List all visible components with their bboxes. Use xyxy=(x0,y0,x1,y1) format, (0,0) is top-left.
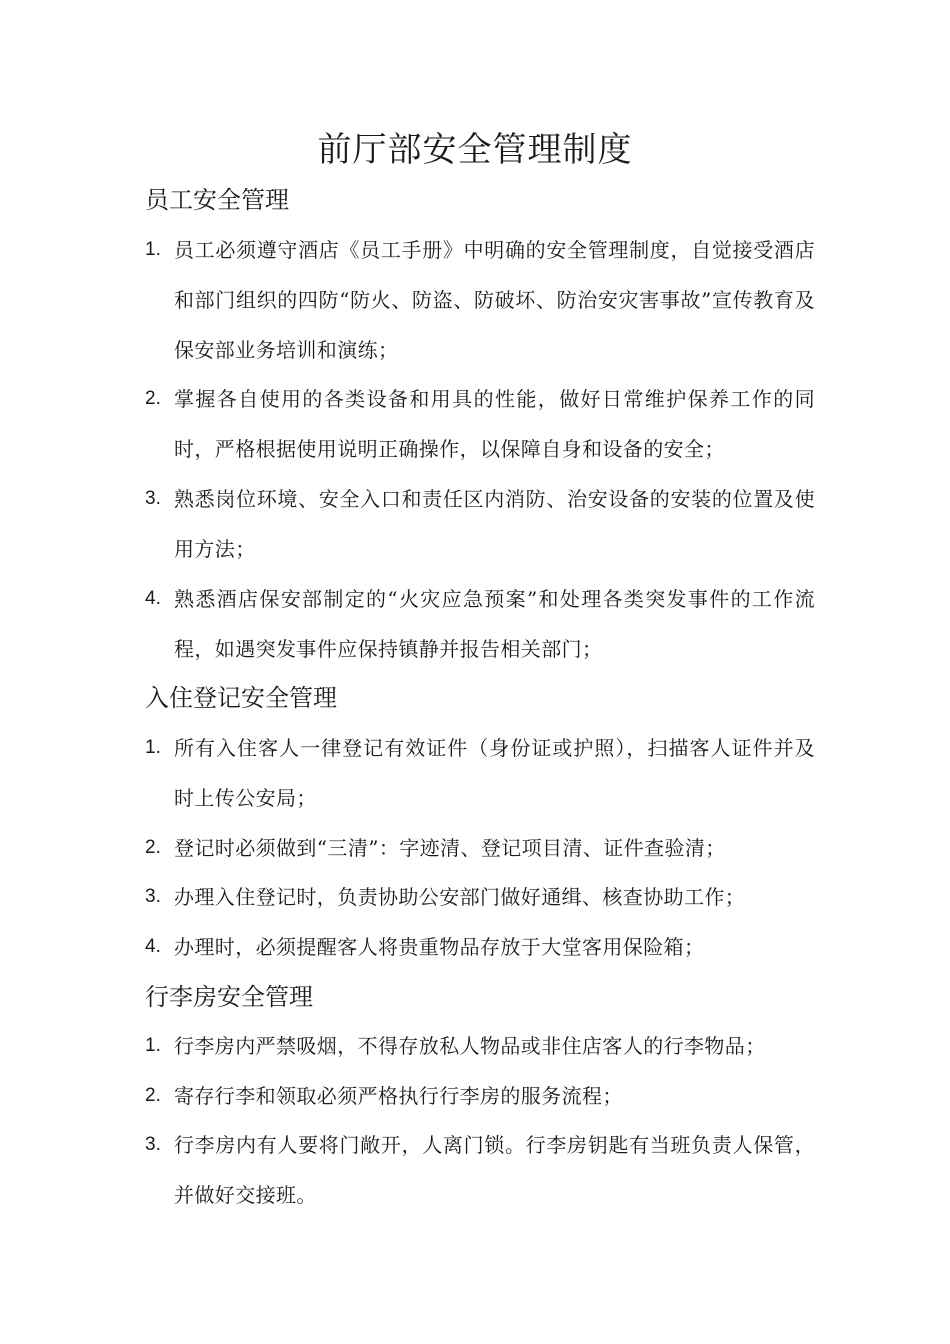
list-item xyxy=(145,723,815,823)
list-item xyxy=(145,1021,815,1071)
list-item xyxy=(145,1071,815,1121)
section-heading-staff: 员工安全管理 xyxy=(145,186,289,214)
item-text: 熟悉酒店保安部制定的“火灾应急预案”和处理各类突发事件的工作流程，如遇突发事件应保持镇静并报告相关部门； xyxy=(174,587,815,661)
item-number: 3. xyxy=(145,886,161,907)
section-heading-checkin: 入住登记安全管理 xyxy=(145,684,337,712)
item-number: 4. xyxy=(145,936,161,957)
list-item xyxy=(145,1120,815,1220)
item-number: 4. xyxy=(145,588,161,609)
item-text: 行李房内有人要将门敞开，人离门锁。行李房钥匙有当班负责人保管，并做好交接班。 xyxy=(174,1133,815,1207)
item-number: 2. xyxy=(145,388,161,409)
item-number: 2. xyxy=(145,1085,161,1106)
list-item xyxy=(145,872,815,922)
item-number: 1. xyxy=(145,239,161,260)
item-text: 所有入住客人一律登记有效证件（身份证或护照），扫描客人证件并及时上传公安局； xyxy=(174,736,815,810)
item-text: 掌握各自使用的各类设备和用具的性能，做好日常维护保养工作的同时，严格根据使用说明正确操作，以保障自身和设备的安全； xyxy=(174,387,815,461)
item-number: 3. xyxy=(145,488,161,509)
item-text: 熟悉岗位环境、安全入口和责任区内消防、治安设备的安装的位置及使用方法； xyxy=(174,487,815,561)
list-item xyxy=(145,225,815,375)
item-text: 员工必须遵守酒店《员工手册》中明确的安全管理制度，自觉接受酒店和部门组织的四防“防火、防盗、防破坏、防治安灾害事故”宣传教育及保安部业务培训和演练； xyxy=(174,238,815,362)
item-text: 办理入住登记时，负责协助公安部门做好通缉、核查协助工作； xyxy=(174,885,746,909)
section-heading-luggage: 行李房安全管理 xyxy=(145,983,313,1011)
document-title: 前厅部安全管理制度 xyxy=(317,130,633,170)
item-number: 2. xyxy=(145,837,161,858)
list-item xyxy=(145,474,815,574)
item-text: 寄存行李和领取必须严格执行行李房的服务流程； xyxy=(174,1084,623,1108)
item-number: 1. xyxy=(145,737,161,758)
item-text: 登记时必须做到“三清”：字迹清、登记项目清、证件查验清； xyxy=(174,836,726,860)
list-item xyxy=(145,574,815,674)
item-text: 行李房内严禁吸烟，不得存放私人物品或非住店客人的行李物品； xyxy=(174,1034,766,1058)
list-item xyxy=(145,922,815,972)
item-number: 1. xyxy=(145,1035,161,1056)
item-text: 办理时，必须提醒客人将贵重物品存放于大堂客用保险箱； xyxy=(174,935,705,959)
list-item xyxy=(145,374,815,474)
item-number: 3. xyxy=(145,1134,161,1155)
list-item xyxy=(145,823,815,873)
